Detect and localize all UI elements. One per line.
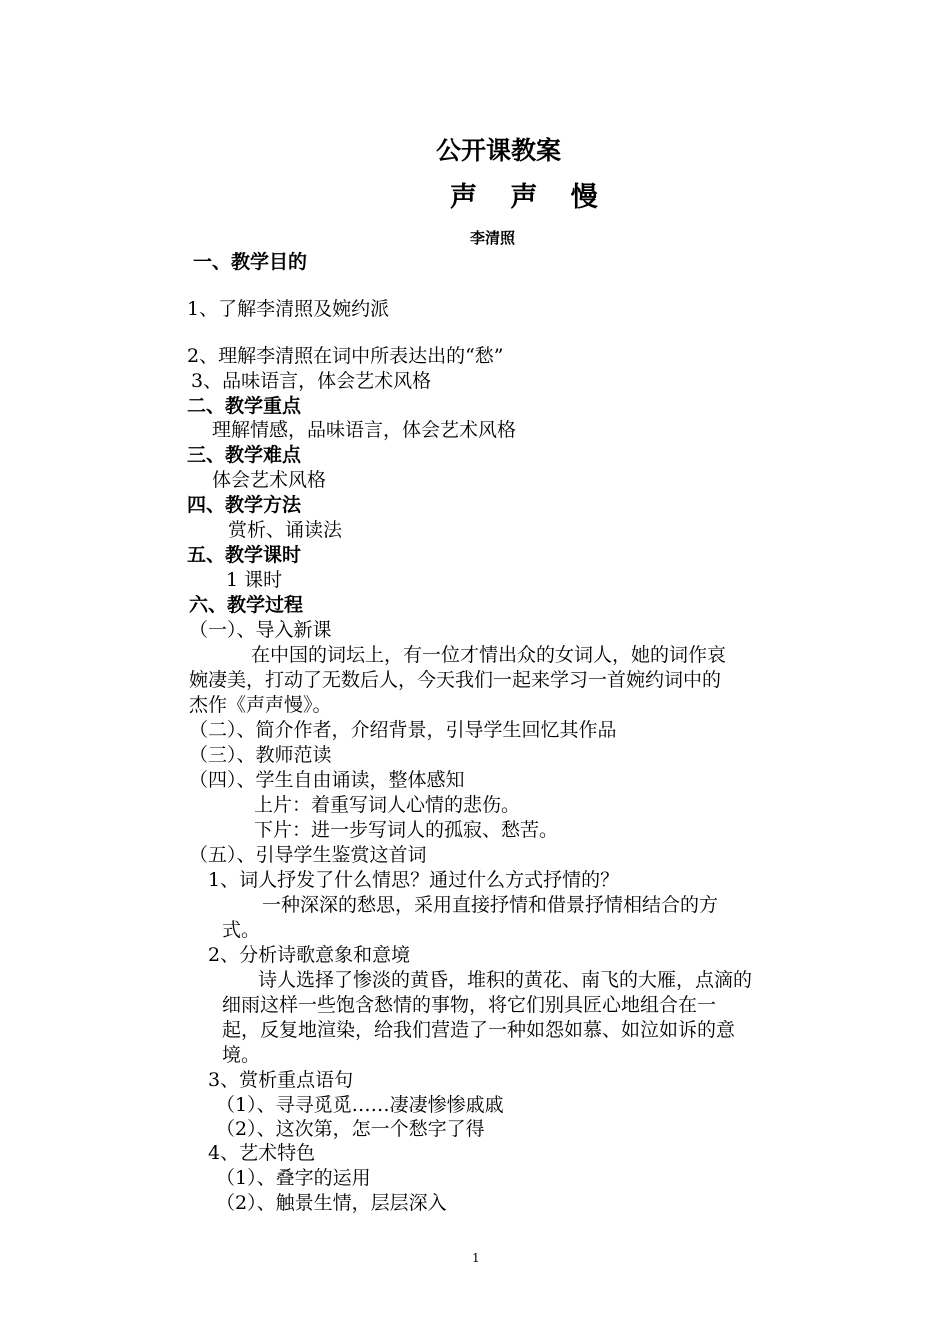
paragraph-line: 诗人选择了惨淡的黄昏，堆积的黄花、南飞的大雁，点滴的 [258,969,753,991]
paragraph-line: 起，反复地渲染，给我们营造了一种如怨如慕、如泣如诉的意 [222,1019,736,1041]
paragraph-line: 境。 [222,1044,261,1066]
process-step: （二）、简介作者，介绍背景，引导学生回忆其作品 [189,719,617,741]
paragraph-line: 下片：进一步写词人的孤寂、愁苦。 [254,819,559,841]
section-text: 1 课时 [226,569,283,591]
list-item: （2）、触景生情，层层深入 [216,1192,447,1214]
section-text: 理解情感，品味语言，体会艺术风格 [212,419,517,441]
section-text: 赏析、诵读法 [228,519,343,541]
section-heading: 二、教学重点 [187,395,302,417]
section-heading: 三、教学难点 [187,444,302,466]
process-step: （三）、教师范读 [189,744,332,766]
author-name: 李清照 [470,229,516,247]
paragraph-line: 一种深深的愁思，采用直接抒情和借景抒情相结合的方 [262,894,719,916]
section-text: 体会艺术风格 [212,469,327,491]
objective-item: 1、了解李清照及婉约派 [187,298,390,320]
process-step: （一）、导入新课 [189,619,332,641]
question-item: 2、分析诗歌意象和意境 [208,944,411,966]
process-step: （四）、学生自由诵读，整体感知 [189,769,465,791]
section-heading: 五、教学课时 [187,544,302,566]
paragraph-line: 婉凄美，打动了无数后人，今天我们一起来学习一首婉约词中的 [189,669,722,691]
page-number: 1 [472,1251,480,1265]
paragraph-line: 杰作《声声慢》。 [189,694,332,716]
list-item: （2）、这次第，怎一个愁字了得 [216,1118,485,1140]
objective-item: 2、理解李清照在词中所表达出的“愁” [187,345,504,367]
section-heading: 六、教学过程 [189,594,304,616]
document-title: 公开课教案 [436,136,562,165]
paragraph-line: 在中国的词坛上，有一位才情出众的女词人，她的词作哀 [251,644,727,666]
paragraph-line: 细雨这样一些饱含愁情的事物，将它们别具匠心地组合在一 [222,994,717,1016]
section-heading: 一、教学目的 [193,251,308,273]
paragraph-line: 式。 [222,919,261,941]
question-item: 4、艺术特色 [208,1142,316,1164]
poem-title: 声 声 慢 [450,182,610,213]
list-item: （1）、叠字的运用 [216,1167,371,1189]
paragraph-line: 上片：着重写词人心情的悲伤。 [254,794,521,816]
section-heading: 四、教学方法 [187,494,302,516]
list-item: （1）、寻寻觅觅……凄凄惨惨戚戚 [216,1094,504,1116]
objective-item: 3、品味语言，体会艺术风格 [191,370,432,392]
question-item: 1、词人抒发了什么情思？通过什么方式抒情的？ [208,869,620,891]
process-step: （五）、引导学生鉴赏这首词 [189,844,427,866]
question-item: 3、赏析重点语句 [208,1069,354,1091]
